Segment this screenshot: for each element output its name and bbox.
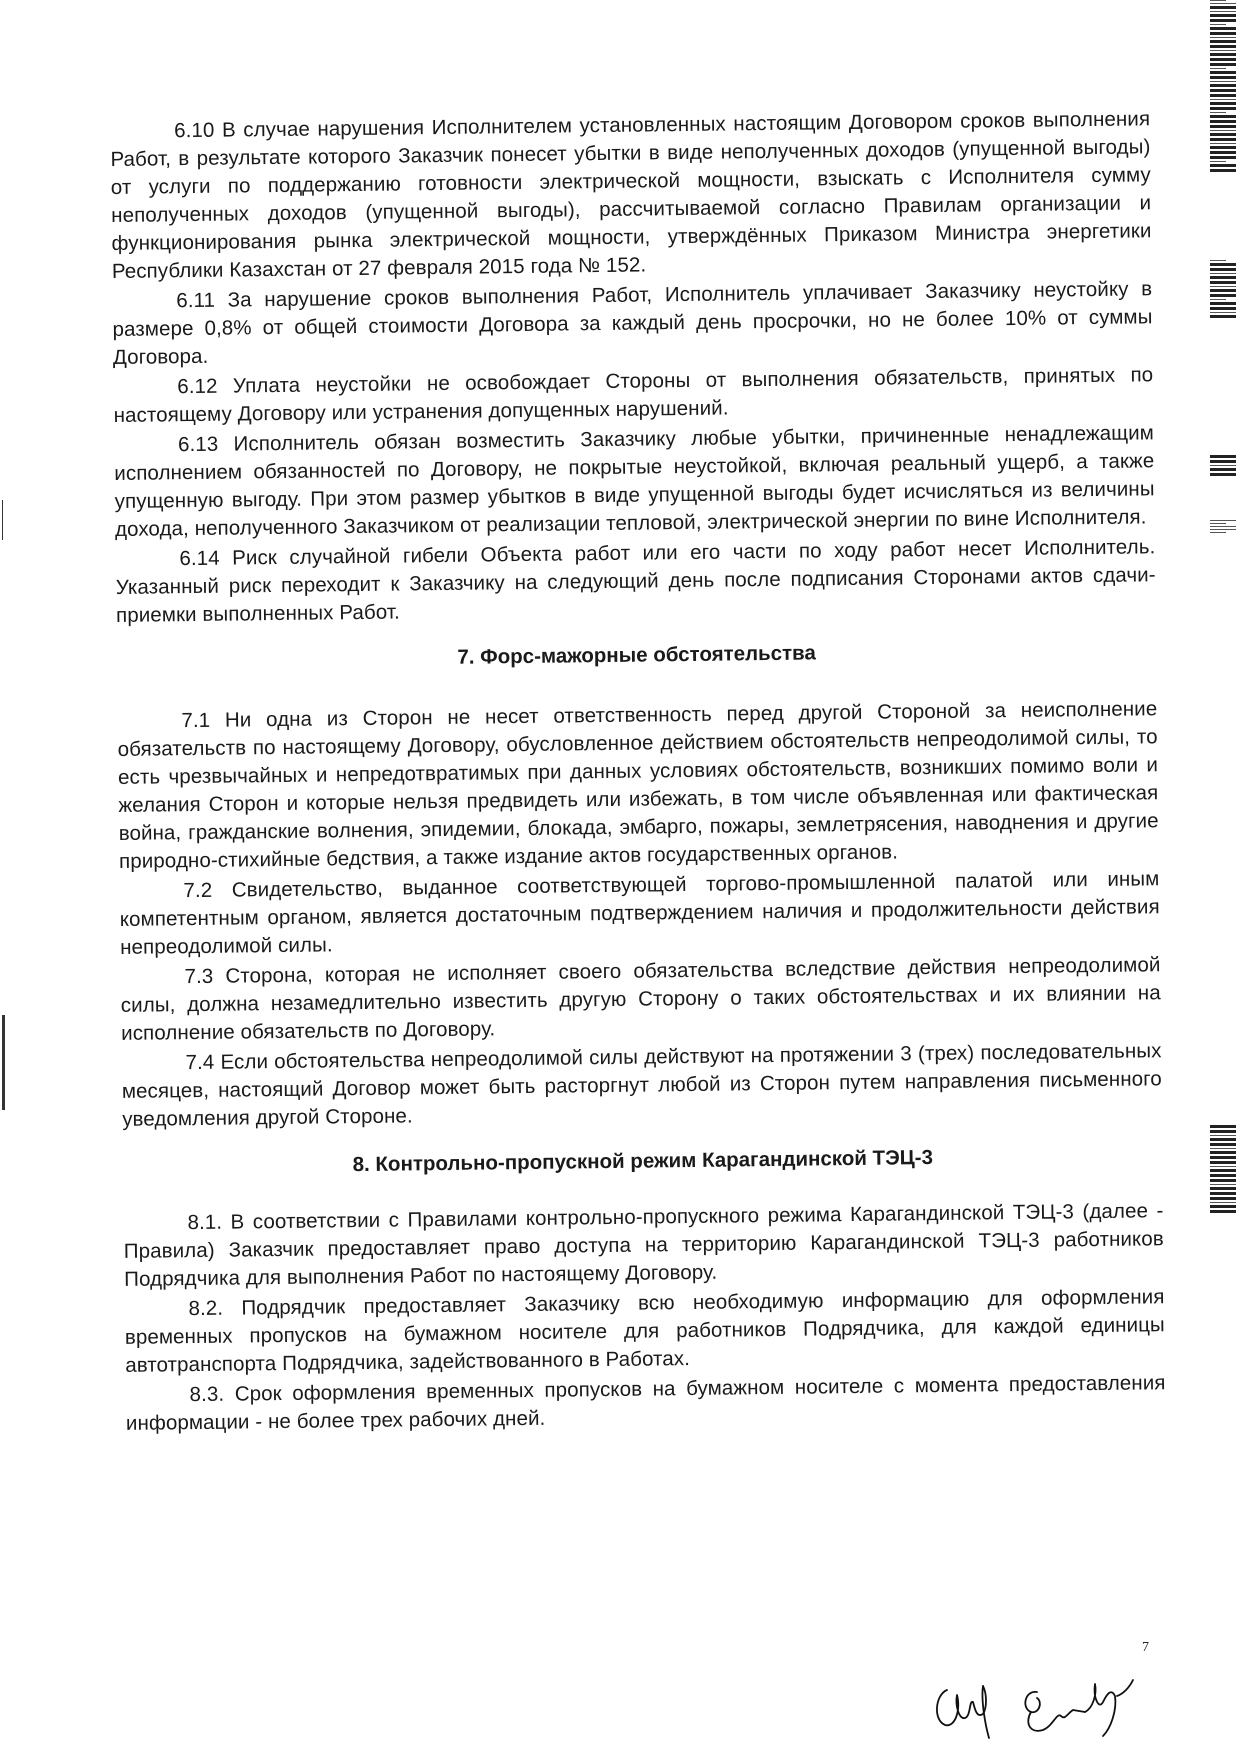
- section-7-heading: 7. Форс-мажорные обстоятельства: [457, 641, 816, 669]
- clause-8-1: 8.1. В соответствии с Правилами контрольно-пропускного режима Карагандинской ТЭЦ-3 (далее - Правила) Заказчик предоставляет право доступа на территорию Карагандинской ТЭЦ-3 работников Подрядчика для выполнения Работ по настоящему Договору.: [123, 1199, 1164, 1291]
- scan-edge-mark: [2, 500, 3, 540]
- clause-7-1: 7.1 Ни одна из Сторон не несет ответственность перед другой Стороной за неисполнение обязательств по настоящему Договору, обусловленное действием обстоятельств непреодолимой силы, то есть чрезвычайных и непредотвратимых при данных условиях обстоятельств, возникших помимо воли и желания Сторон и которые нельзя предвидеть или избежать, в том числе объявленная или фактическая война, гражданские волнения, эпидемии, блокада, эмбарго, пожары, землетрясения, наводнения и другие природно-стихийные бедствия, а также издание актов государственных органов.: [117, 697, 1159, 873]
- document-body: [110, 105, 1166, 1438]
- section-8-heading: 8. Контрольно-пропускной режим Карагандинской ТЭЦ-3: [352, 1146, 934, 1177]
- clause-7-4: 7.4 Если обстоятельства непреодолимой силы действуют на протяжении 3 (трех) последовательных месяцев, настоящий Договор может быть расторгнут любой из Сторон путем направления письменного уведомления другой Стороне.: [121, 1039, 1162, 1131]
- scan-margin-marks: [1210, 455, 1236, 478]
- scan-margin-marks: [1210, 260, 1236, 320]
- scan-margin-marks: [1210, 1125, 1236, 1215]
- clause-7-2: 7.2 Свидетельство, выданное соответствующей торгово-промышленной палатой или иным компетентным органом, является достаточным подтверждением наличия и продолжительности действия непреодолимой силы.: [119, 867, 1160, 959]
- clause-8-3: 8.3. Срок оформления временных пропусков на бумажном носителе с момента предоставления информации - не более трех рабочих дней.: [125, 1371, 1166, 1435]
- scan-margin-marks: [1210, 0, 1236, 174]
- page-number: 7: [1142, 1640, 1149, 1655]
- clause-8-2: 8.2. Подрядчик предоставляет Заказчику всю необходимую информацию для оформления временных пропусков на бумажном носителе для работников Подрядчика, для каждой единицы автотранспорта Подрядчика, задействованного в Работах.: [124, 1285, 1165, 1377]
- clause-6-11: 6.11 За нарушение сроков выполнения Работ, Исполнитель уплачивает Заказчику неустойку в размере 0,8% от общей стоимости Договора за каждый день просрочки, но не более 10% от суммы Договора.: [112, 277, 1153, 369]
- scan-edge-mark: [2, 1015, 5, 1110]
- clause-6-12: 6.12 Уплата неустойки не освобождает Стороны от выполнения обязательств, принятых по настоящему Договору или устранения допущенных нарушений.: [113, 363, 1154, 427]
- clause-7-3: 7.3 Сторона, которая не исполняет своего обязательства вследствие действия непреодолимой силы, должна незамедлительно известить другую Сторону о таких обстоятельствах и их влиянии на исполнение обязательств по Договору.: [120, 953, 1161, 1045]
- clause-6-10: 6.10 В случае нарушения Исполнителем установленных настоящим Договором сроков выполнения Работ, в результате которого Заказчик понесет убытки в виде неполученных доходов (упущенной выгоды) от услуги по поддержанию готовности электрической мощности, взыскать с Исполнителя сумму неполученных доходов (упущенной выгоды), рассчитываемой согласно Правилам организации и функционирования рынка электрической мощности, утверждённых Приказом Министра энергетики Республики Казахстан от 27 февраля 2015 года № 152.: [110, 107, 1152, 283]
- clause-6-13: 6.13 Исполнитель обязан возместить Заказчику любые убытки, причиненные ненадлежащим исполнением обязанностей по Договору, не покрытые неустойкой, включая реальный ущерб, а также упущенную выгоду. При этом размер убытков в виде упущенной выгоды будет исчисляться из величины дохода, неполученного Заказчиком от реализации тепловой, электрической энергии по вине Исполнителя.: [114, 421, 1155, 541]
- scan-margin-marks: [1210, 520, 1236, 535]
- handwritten-signatures: [925, 1650, 1155, 1740]
- clause-6-14: 6.14 Риск случайной гибели Объекта работ или его части по ходу работ несет Исполнитель. Указанный риск переходит к Заказчику на следующий день после подписания Сторонами актов сдачи-приемки выполненных Работ.: [115, 535, 1156, 627]
